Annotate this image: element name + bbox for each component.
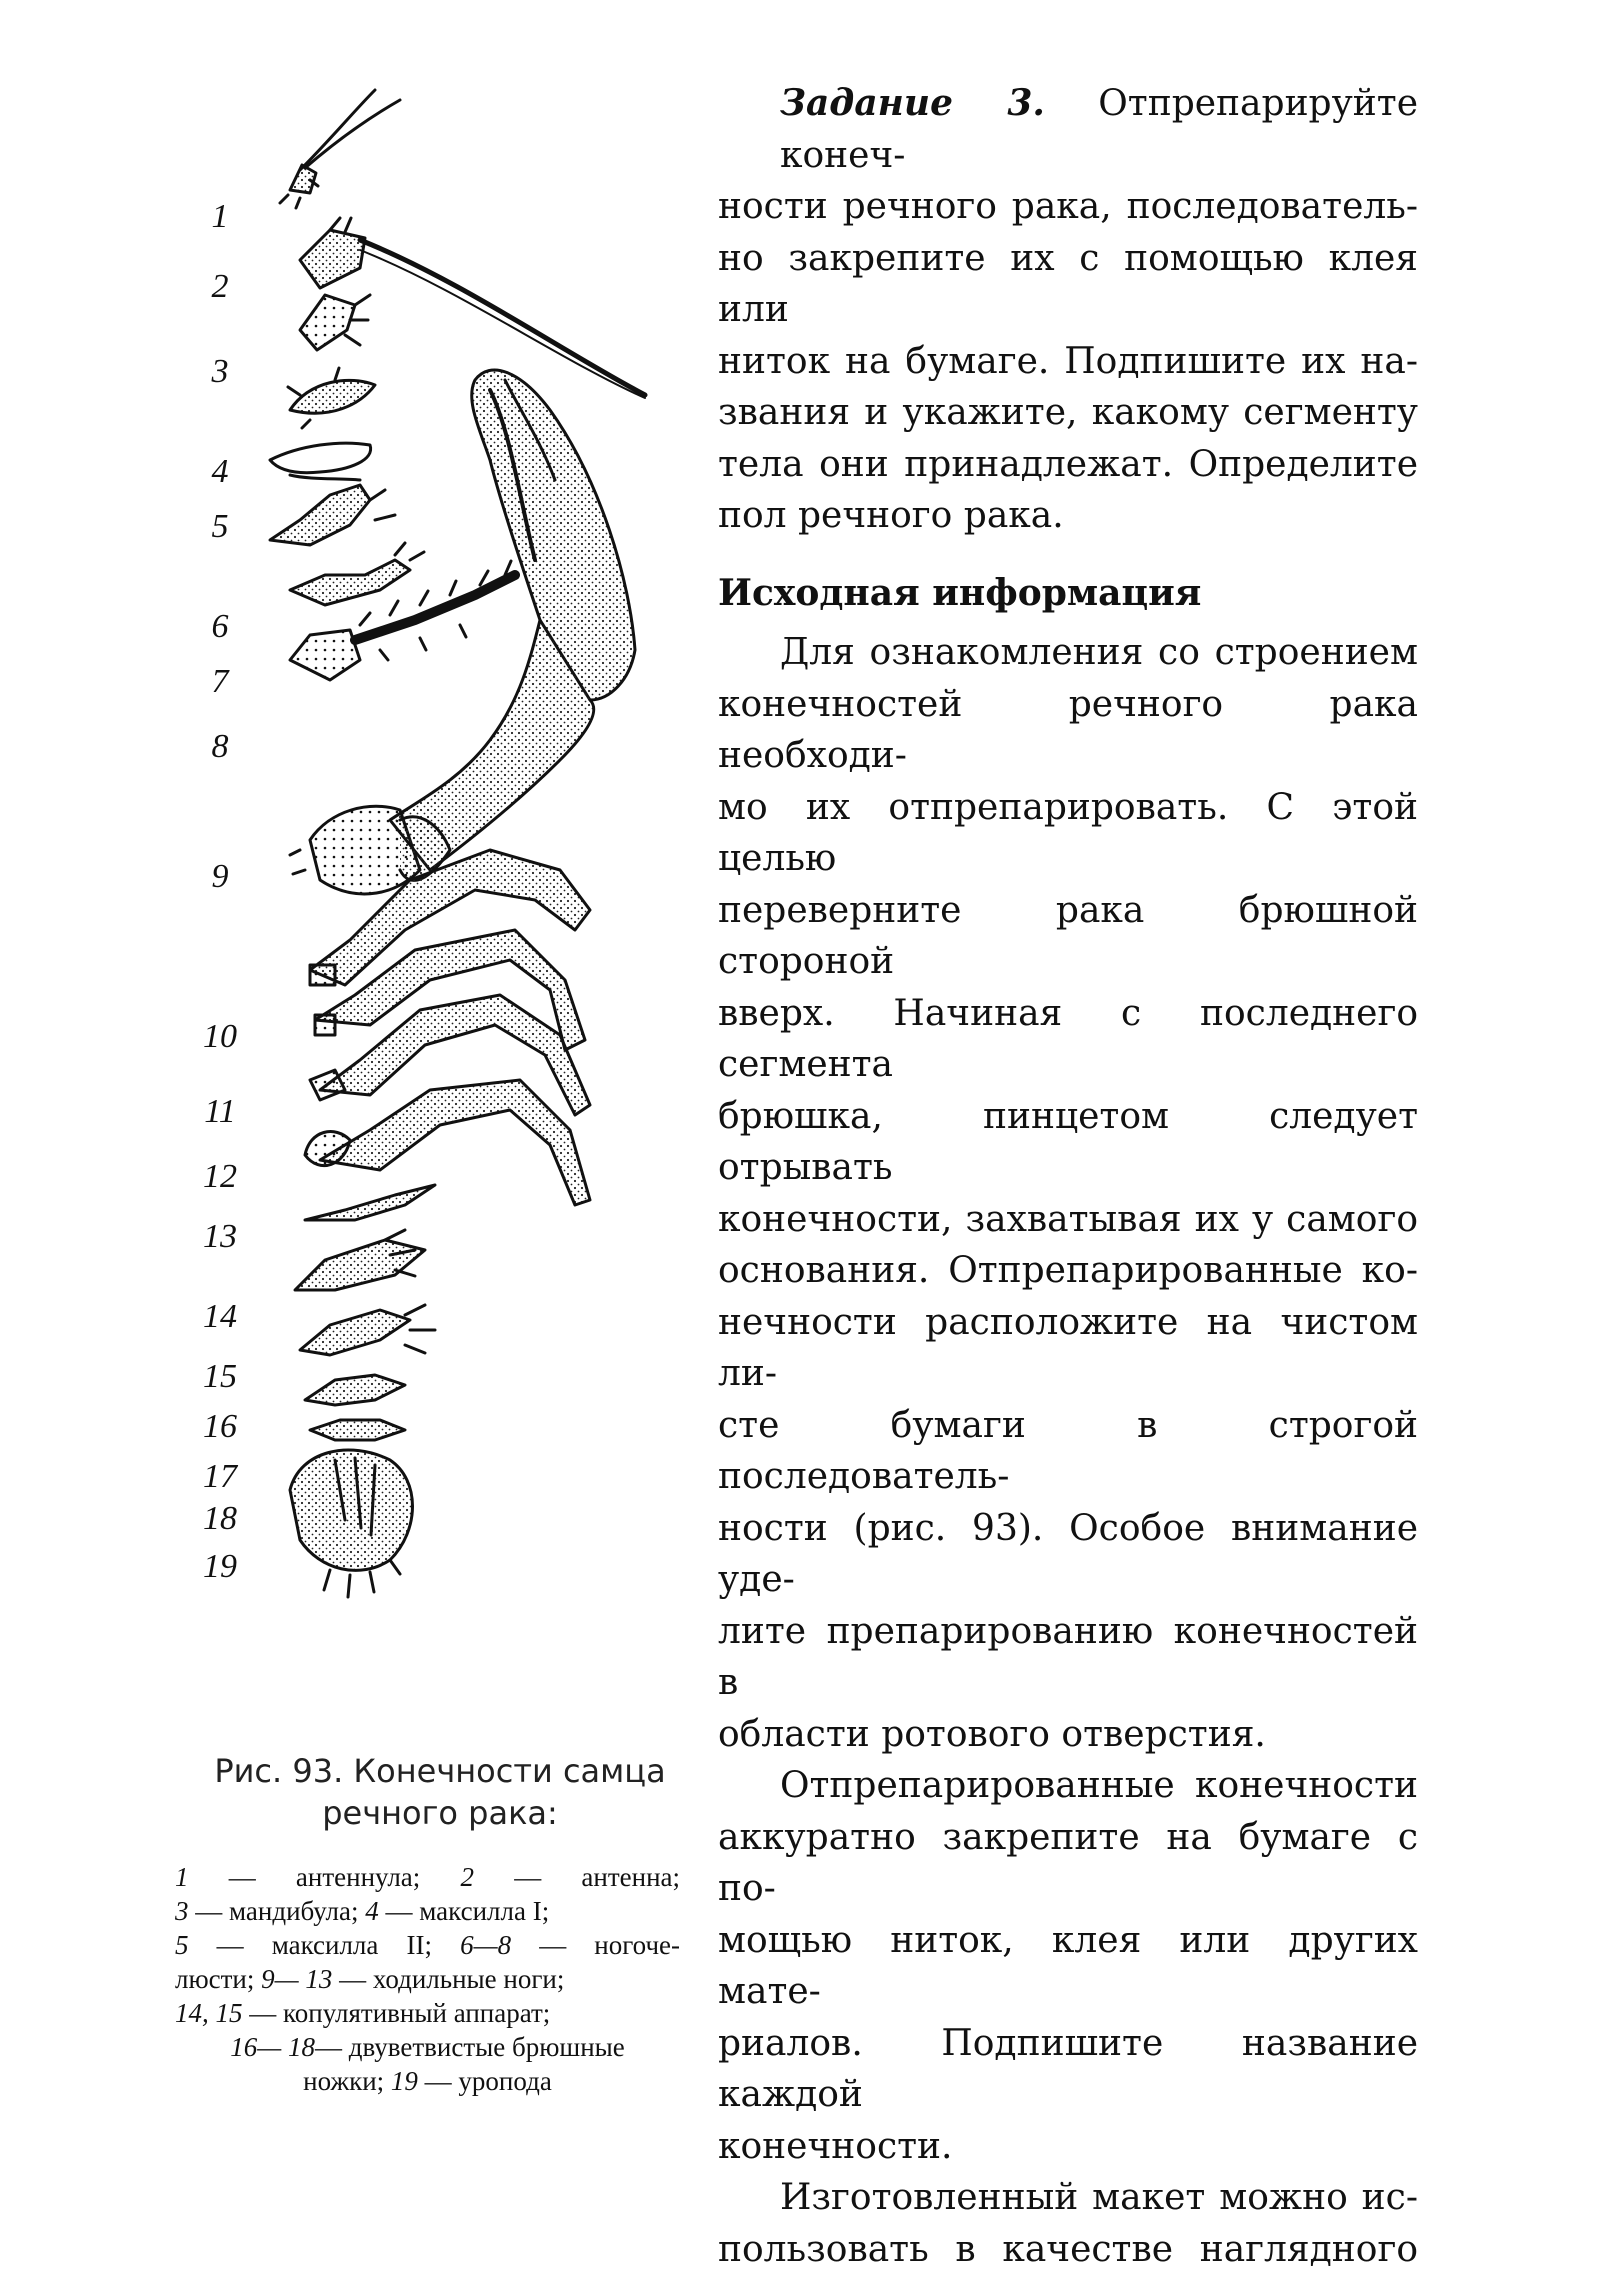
text-line: но закрепите их с помощью клея: [718, 233, 1418, 285]
text-line: сегмента: [718, 1039, 1418, 1091]
label-6: 6: [190, 610, 250, 644]
text-line: Для ознакомления со строением: [718, 627, 1418, 679]
text-line: конечности.: [718, 2121, 1418, 2173]
limb-18-swimmeret: [310, 1420, 405, 1440]
text-line: мощью ниток, клея или других: [718, 1915, 1418, 1967]
text-line: ниток на бумаге. Подпишите их на-: [718, 336, 1418, 388]
text-line: или: [718, 284, 1418, 336]
figure-legend: [175, 1860, 680, 2098]
limb-1-antennule: [280, 90, 400, 208]
limb-16-swimmeret: [300, 1305, 435, 1355]
label-4: 4: [190, 455, 250, 489]
limb-6-maxilliped-1: [270, 485, 395, 545]
text-line: сте бумаги в строгой последователь-: [718, 1400, 1418, 1503]
caption-line-2: речного рака:: [175, 1792, 705, 1834]
label-12: 12: [190, 1160, 250, 1194]
text-line: основания. Отпрепарированные ко-: [718, 1245, 1418, 1297]
caption-line-1: Рис. 93. Конечности самца: [175, 1750, 705, 1792]
limb-13-walking-leg: [305, 1080, 590, 1205]
text-line: аккуратно закрепите на бумаге с по-: [718, 1812, 1418, 1915]
legend-line: 5 — максилла II; 6—8 — ногоче-: [175, 1928, 680, 1962]
limb-4-maxilla-1: [288, 368, 375, 428]
text-line: ности (рис. 93). Особое внимание: [718, 1503, 1418, 1555]
label-14: 14: [190, 1300, 250, 1334]
text-line: в: [718, 1657, 1418, 1709]
text-line: нечности расположите на чистом: [718, 1297, 1418, 1349]
text-line: стороной: [718, 936, 1418, 988]
text-line: Изготовленный макет можно ис-: [718, 2172, 1418, 2224]
text-line: переверните рака брюшной: [718, 885, 1418, 937]
text-line: мате-: [718, 1966, 1418, 2018]
limb-7-maxilliped-2: [290, 543, 424, 605]
label-15: 15: [190, 1360, 250, 1394]
legend-line: 1 — антеннула; 2 — антенна;: [175, 1860, 680, 1894]
task-label: Задание 3.: [780, 82, 1045, 124]
text-line: отрывать: [718, 1142, 1418, 1194]
body-text: [718, 78, 1418, 2275]
label-13: 13: [190, 1220, 250, 1254]
text-line: области ротового отверстия.: [718, 1709, 1418, 1761]
text-line: целью: [718, 833, 1418, 885]
section-heading: Исходная информация: [718, 568, 1418, 620]
limb-17-swimmeret: [305, 1375, 405, 1405]
figure-93: [160, 80, 720, 1680]
legend-line: люсти; 9— 13 — ходильные ноги;: [175, 1962, 680, 1996]
text-line: мо их отпрепарировать. С этой: [718, 782, 1418, 834]
label-16: 16: [190, 1410, 250, 1444]
label-19: 19: [190, 1550, 250, 1584]
label-2: 2: [190, 270, 250, 304]
text-line: риалов. Подпишите название: [718, 2018, 1418, 2070]
legend-line: ножки; 19 — уропода: [175, 2064, 680, 2098]
text-line: вверх. Начиная с последнего: [718, 988, 1418, 1040]
label-11: 11: [190, 1095, 250, 1129]
label-5: 5: [190, 510, 250, 544]
label-9: 9: [190, 860, 250, 894]
label-17: 17: [190, 1460, 250, 1494]
label-1: 1: [190, 200, 250, 234]
legend-line: 16— 18— двуветвистые брюшные: [175, 2030, 680, 2064]
limb-5-maxilla-2: [270, 443, 371, 480]
text-line: брюшка, пинцетом следует: [718, 1091, 1418, 1143]
text-line: Отпрепарированные конечности: [718, 1760, 1418, 1812]
text-line: конечности, захватывая их у самого: [718, 1194, 1418, 1246]
legend-line: 3 — мандибула; 4 — максилла I;: [175, 1894, 680, 1928]
legend-line: 14, 15 — копулятивный аппарат;: [175, 1996, 680, 2030]
figure-caption-title: [175, 1750, 705, 1834]
label-18: 18: [190, 1502, 250, 1536]
text-line: пол речного рака.: [718, 490, 1418, 542]
text-line: конечностей речного рака: [718, 679, 1418, 731]
text-line: пользовать в качестве наглядного: [718, 2224, 1418, 2275]
limb-3-mandible: [300, 295, 370, 350]
text-line: необходи-: [718, 730, 1418, 782]
text-line: каждой: [718, 2069, 1418, 2121]
text-line: ли-: [718, 1348, 1418, 1400]
limb-14-copulatory: [305, 1185, 435, 1220]
text-line: ности речного рака, последователь-: [718, 181, 1418, 233]
text-line: тела они принадлежат. Определите: [718, 439, 1418, 491]
text-line: звания и укажите, какому сегменту: [718, 387, 1418, 439]
task-line: Задание 3. Отпрепарируйте конеч-: [718, 78, 1418, 181]
text-line: лите препарированию конечностей: [718, 1606, 1418, 1658]
limb-15-copulatory: [295, 1230, 425, 1290]
label-3: 3: [190, 355, 250, 389]
label-8: 8: [190, 730, 250, 764]
label-10: 10: [190, 1020, 250, 1054]
label-7: 7: [190, 665, 250, 699]
limb-19-uropod: [290, 1450, 413, 1597]
text-line: уде-: [718, 1554, 1418, 1606]
